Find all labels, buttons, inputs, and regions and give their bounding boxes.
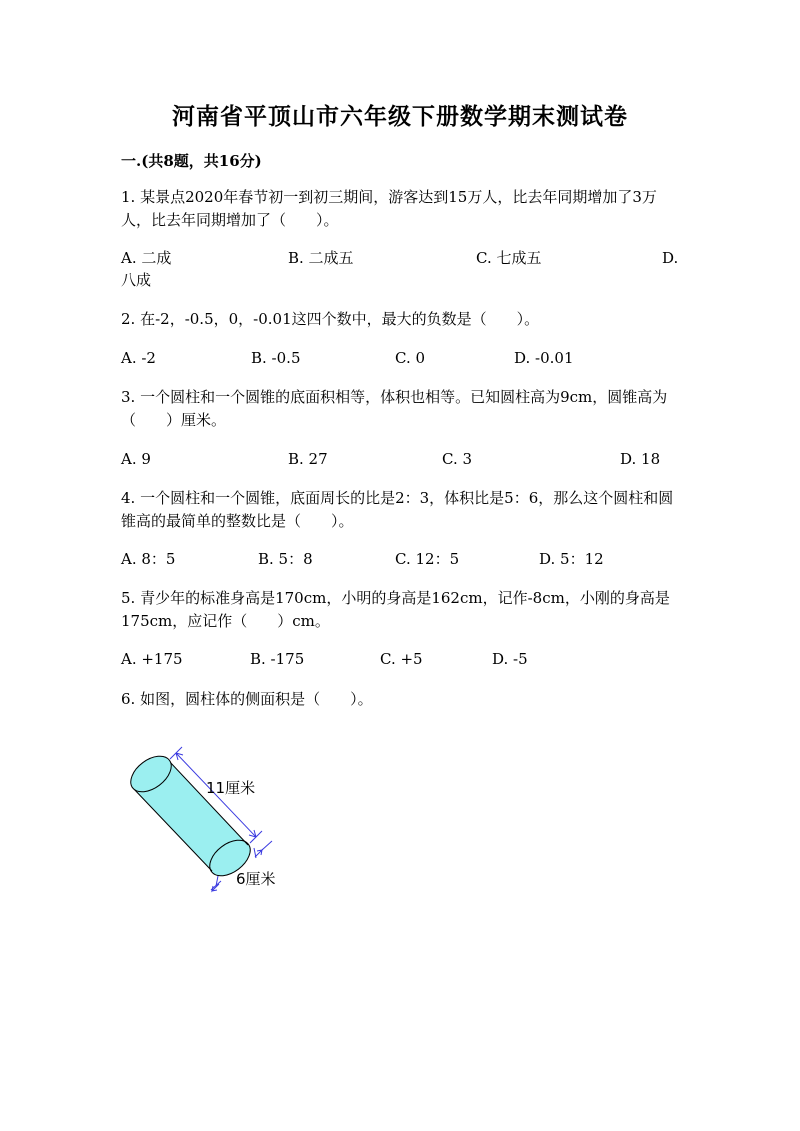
- question-2: 2. 在-2，-0.5，0，-0.01这四个数中，最大的负数是（ ）。: [121, 310, 540, 328]
- q2-option-c: C. 0: [395, 349, 426, 367]
- diameter-label: 6厘米: [236, 870, 276, 888]
- question-1: 1. 某景点2020年春节初一到初三期间，游客达到15万人，比去年同期增加了3万人，比去年同期增加了（ ）。: [121, 188, 657, 229]
- q3-option-c: C. 3: [442, 450, 473, 468]
- q4-option-a: A. 8：5: [121, 550, 176, 568]
- q3-option-a: A. 9: [121, 450, 151, 468]
- q5-option-b: B. -175: [250, 650, 305, 668]
- q1-option-a: A. 二成: [121, 249, 172, 267]
- q5-option-d: D. -5: [492, 650, 528, 668]
- q5-option-a: A. +175: [121, 650, 183, 668]
- question-5: 5. 青少年的标准身高是170cm，小明的身高是162cm，记作-8cm，小刚的身高是175cm，应记作（ ）cm。: [121, 589, 670, 630]
- cylinder-figure: [118, 740, 348, 915]
- q1-option-d-text: 八成: [121, 271, 152, 289]
- question-3: 3. 一个圆柱和一个圆锥的底面积相等，体积也相等。已知圆柱高为9cm，圆锥高为（ ）厘米。: [121, 388, 668, 429]
- q4-option-b: B. 5：8: [258, 550, 313, 568]
- q4-option-c: C. 12：5: [395, 550, 460, 568]
- question-4: 4. 一个圆柱和一个圆锥，底面周长的比是2：3，体积比是5：6，那么这个圆柱和圆锥高的最简单的整数比是（ ）。: [121, 489, 674, 530]
- q3-option-d: D. 18: [620, 450, 661, 468]
- length-label: 11厘米: [206, 779, 256, 797]
- section-heading: 一.(共8题，共16分): [121, 152, 262, 170]
- q2-option-d: D. -0.01: [514, 349, 574, 367]
- page-title: 河南省平顶山市六年级下册数学期末测试卷: [172, 103, 628, 130]
- q5-option-c: C. +5: [380, 650, 423, 668]
- q3-option-b: B. 27: [288, 450, 328, 468]
- q2-option-b: B. -0.5: [251, 349, 301, 367]
- q1-option-c: C. 七成五: [476, 249, 542, 267]
- q1-option-d: D.: [662, 249, 679, 267]
- q4-option-d: D. 5：12: [539, 550, 604, 568]
- question-6: 6. 如图，圆柱体的侧面积是（ ）。: [121, 690, 373, 708]
- q2-option-a: A. -2: [121, 349, 156, 367]
- q1-option-b: B. 二成五: [288, 249, 354, 267]
